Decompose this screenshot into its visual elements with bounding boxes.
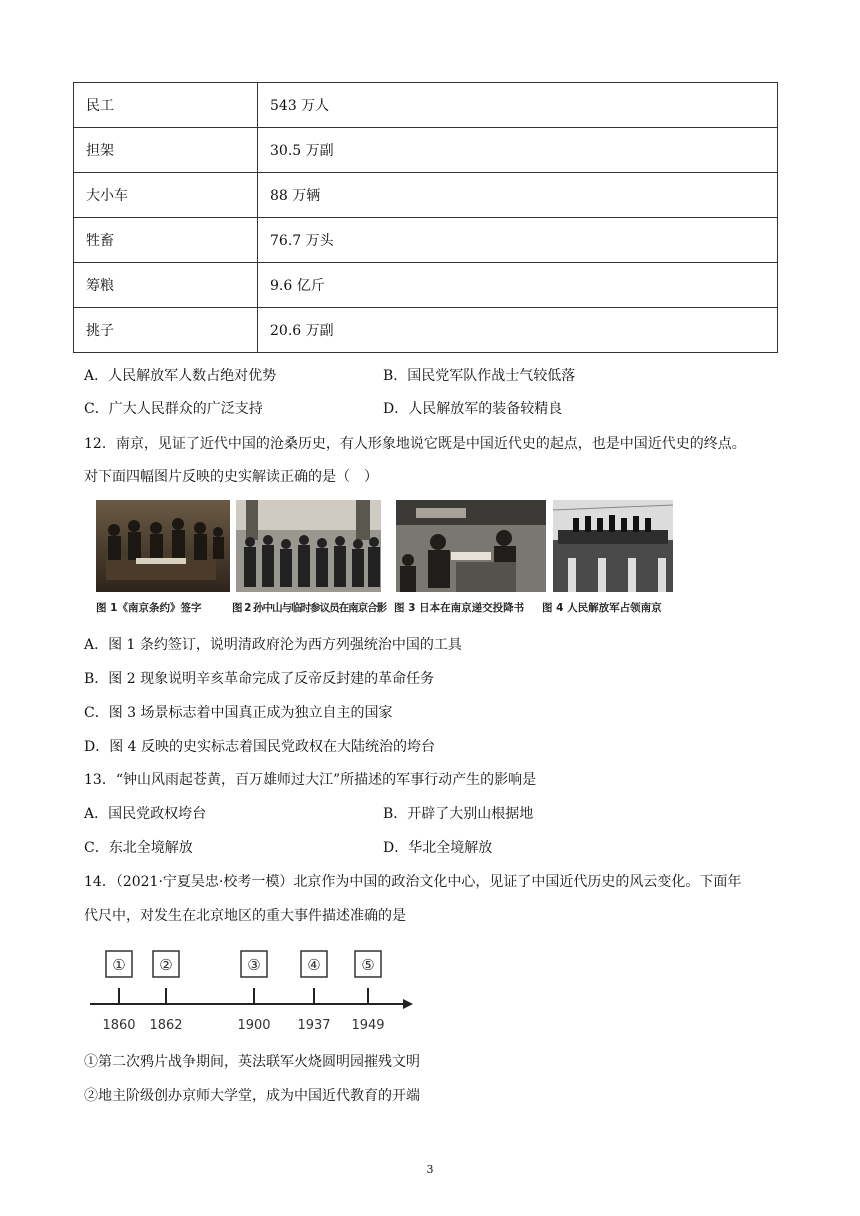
timeline-year: 1862 (149, 1018, 183, 1033)
timeline-arrow (403, 999, 413, 1009)
caption-fig4: 图 4 人民解放军占领南京 (542, 602, 662, 614)
timeline-year: 1937 (297, 1018, 331, 1033)
q13-option-c: C．东北全境解放 (84, 840, 193, 856)
table-row (74, 263, 778, 308)
caption-fig3: 图 3 日本在南京递交投降书 (394, 602, 525, 614)
photo-japan-surrender (396, 500, 546, 592)
q13-option-a: A．国民党政权垮台 (84, 806, 207, 822)
timeline-year: 1860 (102, 1018, 136, 1033)
q12-option-b: B．图 2 现象说明辛亥革命完成了反帝反封建的革命任务 (84, 671, 435, 687)
q13-option-d: D．华北全境解放 (383, 840, 493, 856)
table-cell-item: 民工 (74, 83, 258, 128)
timeline-mark: ① (112, 956, 126, 974)
page-number: 3 (426, 1163, 434, 1176)
table-cell-value: 9.6 亿斤 (258, 263, 778, 308)
photo-captions (96, 600, 662, 615)
q13-stem: 13．“钟山风雨起苍黄，百万雄师过大江”所描述的军事行动产生的影响是 (84, 772, 537, 788)
timeline-diagram (85, 944, 415, 1036)
table-row (74, 173, 778, 218)
caption-fig2: 图 2 孙中山与临时参议员在南京合影 (232, 602, 387, 614)
caption-fig1: 图 1《南京条约》签字 (96, 602, 202, 614)
table-cell-item: 挑子 (74, 308, 258, 353)
table-cell-item: 大小车 (74, 173, 258, 218)
table-cell-item: 担架 (74, 128, 258, 173)
table-cell-value: 543 万人 (258, 83, 778, 128)
q11-option-d: D．人民解放军的装备较精良 (383, 401, 563, 417)
table-row (74, 128, 778, 173)
q12-option-d: D．图 4 反映的史实标志着国民党政权在大陆统治的垮台 (84, 739, 436, 755)
statistics-table (73, 82, 778, 353)
q14-stem-line1: 14．（2021·宁夏吴忠·校考一模）北京作为中国的政治文化中心，见证了中国近代历史的风云变化。下面年 (84, 874, 742, 890)
q12-stem-line2: 对下面四幅图片反映的史实解读正确的是（ ） (84, 469, 378, 485)
photo-pla-occupies-nanjing (553, 500, 673, 592)
table-cell-value: 30.5 万副 (258, 128, 778, 173)
table-cell-value: 20.6 万副 (258, 308, 778, 353)
q12-option-a: A．图 1 条约签订，说明清政府沦为西方列强统治中国的工具 (84, 637, 462, 653)
q11-option-b: B．国民党军队作战士气较低落 (383, 368, 576, 384)
table-cell-item: 筹粮 (74, 263, 258, 308)
timeline-mark: ⑤ (361, 956, 375, 974)
q13-option-b: B．开辟了大别山根据地 (383, 806, 534, 822)
timeline-mark: ③ (247, 956, 261, 974)
table-row (74, 83, 778, 128)
table-cell-value: 76.7 万头 (258, 218, 778, 263)
q12-stem-line1: 12．南京，见证了近代中国的沧桑历史，有人形象地说它既是中国近代史的起点，也是中国近代史的终点。 (84, 436, 746, 452)
q11-option-c: C．广大人民群众的广泛支持 (84, 401, 263, 417)
timeline-year: 1900 (237, 1018, 271, 1033)
timeline-mark: ④ (307, 956, 321, 974)
photo-treaty-signing (96, 500, 230, 592)
q14-item-1: ①第二次鸦片战争期间，英法联军火烧圆明园摧残文明 (84, 1054, 420, 1070)
table-row (74, 218, 778, 263)
timeline-year: 1949 (351, 1018, 385, 1033)
timeline-mark: ② (159, 956, 173, 974)
table-cell-item: 牲畜 (74, 218, 258, 263)
q12-option-c: C．图 3 场景标志着中国真正成为独立自主的国家 (84, 705, 393, 721)
q11-option-a: A．人民解放军人数占绝对优势 (84, 368, 277, 384)
q14-item-2: ②地主阶级创办京师大学堂，成为中国近代教育的开端 (84, 1088, 420, 1104)
table-cell-value: 88 万辆 (258, 173, 778, 218)
q14-stem-line2: 代尺中，对发生在北京地区的重大事件描述准确的是 (84, 908, 406, 924)
photo-sun-yatsen-group (236, 500, 381, 592)
table-row (74, 308, 778, 353)
